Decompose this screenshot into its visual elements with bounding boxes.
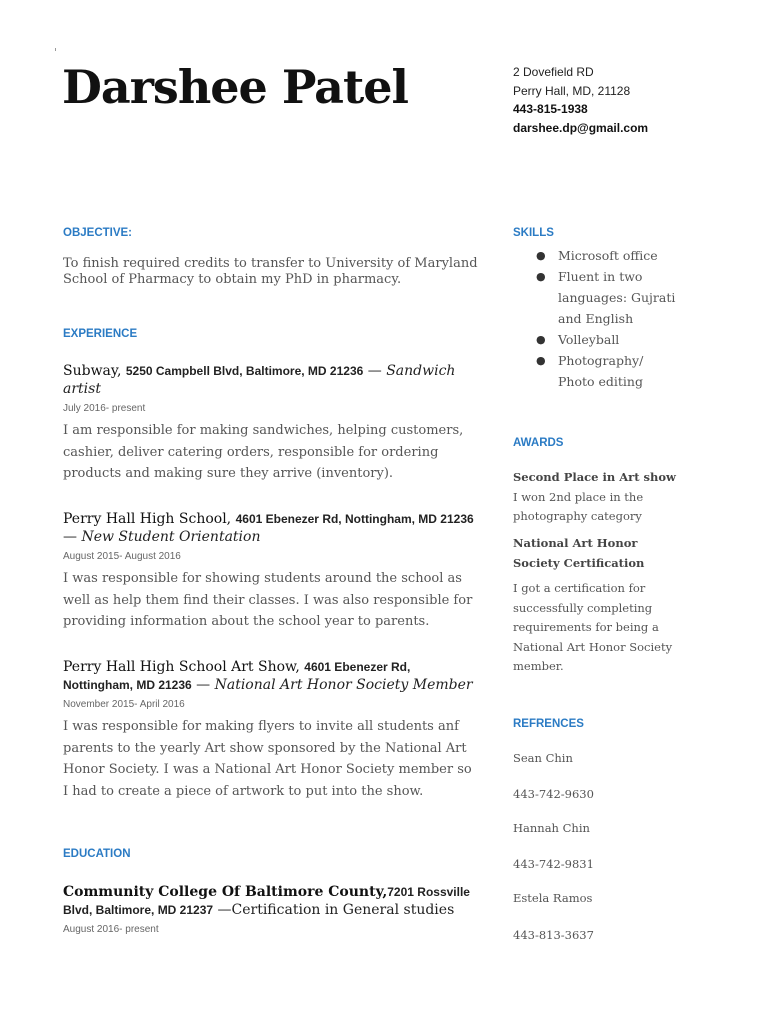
job-description: I was responsible for making flyers to invite all students anf parents to the yearly Art show sponsored by the National Art Honor Society. I was a National Art Honor Society member so I had to create a piece of artwork to put into the show. xyxy=(63,719,472,799)
bullet-icon: ● xyxy=(536,354,546,367)
bullet-icon: ● xyxy=(536,249,546,262)
job-date: August 2015- August 2016 xyxy=(63,551,181,562)
education-org: Community College Of Baltimore County, xyxy=(63,884,388,900)
references-heading: REFRENCES xyxy=(513,718,584,730)
skill-label: Photography/ Photo editing xyxy=(558,353,644,389)
education-heading: EDUCATION xyxy=(63,848,131,860)
list-item xyxy=(513,329,683,350)
job-separator: — xyxy=(63,529,82,545)
job-description: I am responsible for making sandwiches, helping customers, cashier, deliver catering orders, responsible for ordering products and making sure they arrive (inventory). xyxy=(63,423,464,481)
education-title xyxy=(63,883,478,919)
job-separator: — xyxy=(191,677,215,693)
list-item xyxy=(513,350,683,392)
experience-heading: EXPERIENCE xyxy=(63,328,138,340)
job-separator: — xyxy=(363,363,387,379)
job-entry-orientation xyxy=(63,510,478,633)
list-item xyxy=(513,266,683,329)
job-role: New Student Orientation xyxy=(81,529,261,545)
skill-label: Volleyball xyxy=(558,332,620,347)
award-1 xyxy=(513,468,683,527)
contact-street: 2 Dovefield RD xyxy=(513,65,594,79)
education-separator: — xyxy=(213,902,232,918)
contact-block xyxy=(513,63,648,137)
job-entry-subway xyxy=(63,362,478,485)
job-address: 4601 Ebenezer Rd, Nottingham, MD 21236 xyxy=(235,512,474,526)
job-address: 5250 Campbell Blvd, Baltimore, MD 21236 xyxy=(125,364,364,378)
job-org: Perry Hall High School, xyxy=(63,511,232,527)
job-description: I was responsible for showing students around the school as well as help them find their classes. I was also responsible for providing information about the school year to parents. xyxy=(63,571,473,629)
job-title xyxy=(63,510,478,546)
job-address: 4601 Ebenezer Rd, Nottingham, MD 21236 xyxy=(63,660,411,692)
education-entry xyxy=(63,883,478,935)
reference-phone: 443-742-9630 xyxy=(513,787,594,801)
skill-label: Microsoft office xyxy=(558,248,658,263)
contact-email: darshee.dp@gmail.com xyxy=(513,120,649,135)
job-title xyxy=(63,658,478,694)
job-org: Perry Hall High School Art Show, xyxy=(63,659,300,675)
job-entry-art-show xyxy=(63,658,478,802)
education-address: 7201 Rossville Blvd, Baltimore, MD 21237 xyxy=(63,885,470,917)
resume-name: Darshee Patel xyxy=(62,60,408,114)
award-title: Second Place in Art show xyxy=(513,470,676,484)
skills-list xyxy=(513,245,683,392)
list-item xyxy=(513,245,683,266)
reference-name: Hannah Chin xyxy=(513,821,590,835)
bullet-icon: ● xyxy=(536,270,546,283)
education-degree: Certification in General studies xyxy=(231,902,455,918)
education-date: August 2016- present xyxy=(63,924,159,935)
objective-heading: OBJECTIVE: xyxy=(63,227,133,239)
objective-text: To finish required credits to transfer to University of Maryland School of Pharmacy to obtain my PhD in pharmacy. xyxy=(63,256,478,287)
awards-heading: AWARDS xyxy=(513,437,564,449)
page-mark xyxy=(55,48,56,51)
skills-heading: SKILLS xyxy=(513,227,554,239)
skill-label: Fluent in two languages: Gujrati and English xyxy=(558,269,676,326)
job-role: Sandwich artist xyxy=(63,363,456,397)
reference-name: Sean Chin xyxy=(513,751,573,765)
job-title xyxy=(63,362,478,398)
reference-phone: 443-742-9831 xyxy=(513,857,594,871)
job-date: July 2016- present xyxy=(63,403,146,414)
skills-section xyxy=(513,245,683,392)
reference-phone: 443-813-3637 xyxy=(513,928,594,942)
award-title: National Art Honor Society Certification xyxy=(513,536,645,570)
award-text: I won 2nd place in the photography category xyxy=(513,489,644,523)
job-role: National Art Honor Society Member xyxy=(214,677,473,693)
job-date: November 2015- April 2016 xyxy=(63,699,185,710)
contact-city: Perry Hall, MD, 21128 xyxy=(513,83,631,98)
award-2 xyxy=(513,534,683,573)
reference-name: Estela Ramos xyxy=(513,891,593,905)
job-org: Subway, xyxy=(63,363,122,379)
bullet-icon: ● xyxy=(536,333,546,346)
contact-phone: 443-815-1938 xyxy=(513,102,588,116)
award-2-text: I got a certification for successfully completing requirements for being a National Art Honor Society member. xyxy=(513,581,673,673)
